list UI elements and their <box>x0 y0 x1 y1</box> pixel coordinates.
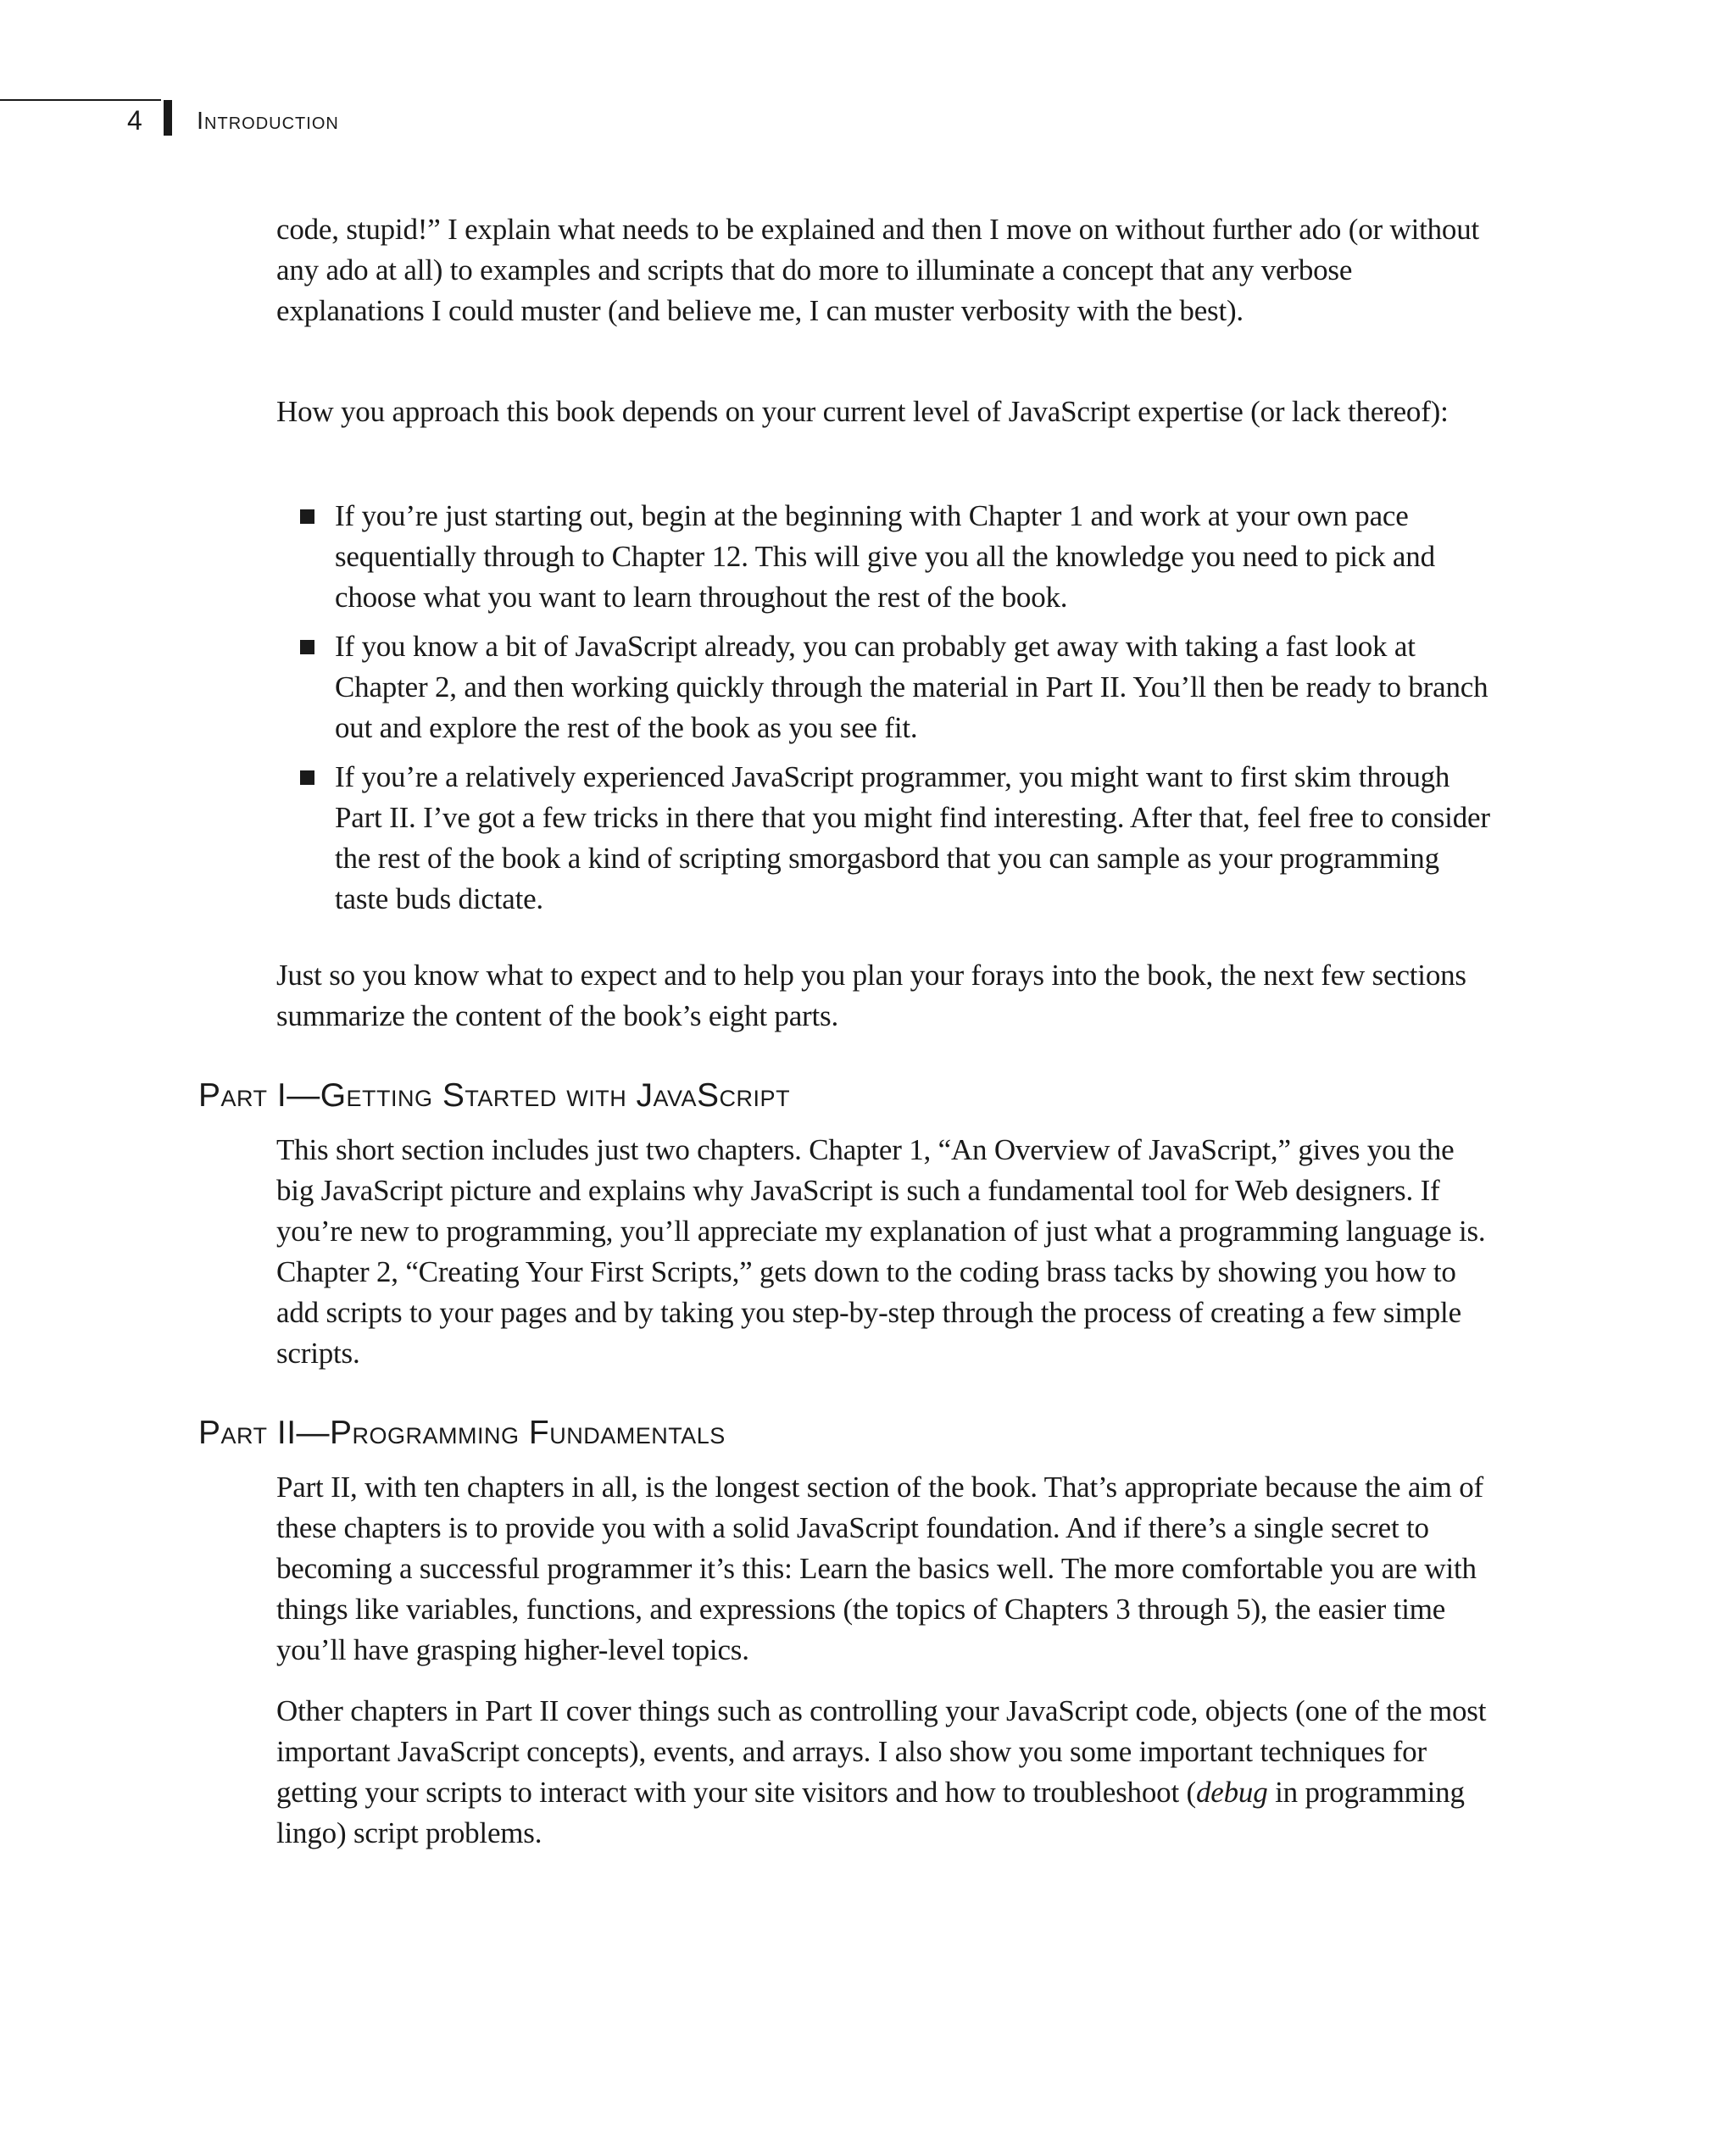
section-heading-part1: Part I—Getting Started with JavaScript <box>198 1077 791 1114</box>
square-bullet-icon <box>300 509 314 524</box>
list-item-text: If you’re just starting out, begin at the beginning with Chapter 1 and work at your own pace sequentially through to Chapter 12. This will give you all the knowledge you need to pick and choose what you want to learn throughout the rest of the book. <box>335 499 1435 614</box>
running-head: Introduction <box>197 108 339 135</box>
square-bullet-icon <box>300 640 314 654</box>
approach-bullet-list <box>297 496 1490 928</box>
intro-paragraph: code, stupid!” I explain what needs to be explained and then I move on without further ado (or without any ado at all) to examples and scripts that do more to illuminate a concept that any verbose explanations I could muster (and believe me, I can muster verbosity with the best). <box>276 213 1480 327</box>
paragraph-text: in programming lingo) script problems. <box>276 1776 1465 1849</box>
paragraph-text: Other chapters in Part II cover things such as controlling your JavaScript code, objects (one of the most important JavaScript concepts), events, and arrays. I also show you some important techniques for getting your scripts to interact with your site visitors and how to troubleshoot ( <box>276 1694 1487 1809</box>
approach-paragraph: How you approach this book depends on your current level of JavaScript expertise (or lack thereof): <box>276 395 1449 428</box>
section-heading-part2: Part II—Programming Fundamentals <box>198 1415 726 1451</box>
list-item-text: If you know a bit of JavaScript already, you can probably get away with taking a fast look at Chapter 2, and then working quickly through the material in Part II. You’ll then be ready to branch out and explore the rest of the book as you see fit. <box>335 630 1488 744</box>
part2-paragraph-2 <box>276 1691 1490 1854</box>
emphasized-term: debug <box>1195 1776 1268 1809</box>
header-divider-bar <box>164 100 172 136</box>
list-item-text: If you’re a relatively experienced JavaScript programmer, you might want to first skim through Part II. I’ve got a few tricks in there that you might find interesting. After that, feel free to consider the rest of the book a kind of scripting smorgasbord that you can sample as your programming taste buds dictate. <box>335 760 1490 915</box>
square-bullet-icon <box>300 770 314 785</box>
list-item <box>297 626 1490 748</box>
part2-paragraph-1: Part II, with ten chapters in all, is the longest section of the book. That’s appropriate because the aim of these chapters is to provide you with a solid JavaScript foundation. And if there’s a single secret to becoming a successful programmer it’s this: Learn the basics well. The more comfortable you are with things like variables, functions, and expressions (the topics of Chapters 3 through 5), the easier time you’ll have grasping higher-level topics. <box>276 1471 1484 1666</box>
page-number: 4 <box>127 105 142 136</box>
list-item <box>297 757 1490 920</box>
list-item <box>297 496 1490 618</box>
summary-paragraph: Just so you know what to expect and to help you plan your forays into the book, the next few sections summarize the content of the book’s eight parts. <box>276 959 1466 1032</box>
header-rule <box>0 99 161 101</box>
part1-paragraph: This short section includes just two chapters. Chapter 1, “An Overview of JavaScript,” gives you the big JavaScript picture and explains why JavaScript is such a fundamental tool for Web designers. If you’re new to programming, you’ll appreciate my explanation of just what a programming language is. Chapter 2, “Creating Your First Scripts,” gets down to the coding brass tacks by showing you how to add scripts to your pages and by taking you step-by-step through the process of creating a few simple scripts. <box>276 1133 1486 1370</box>
